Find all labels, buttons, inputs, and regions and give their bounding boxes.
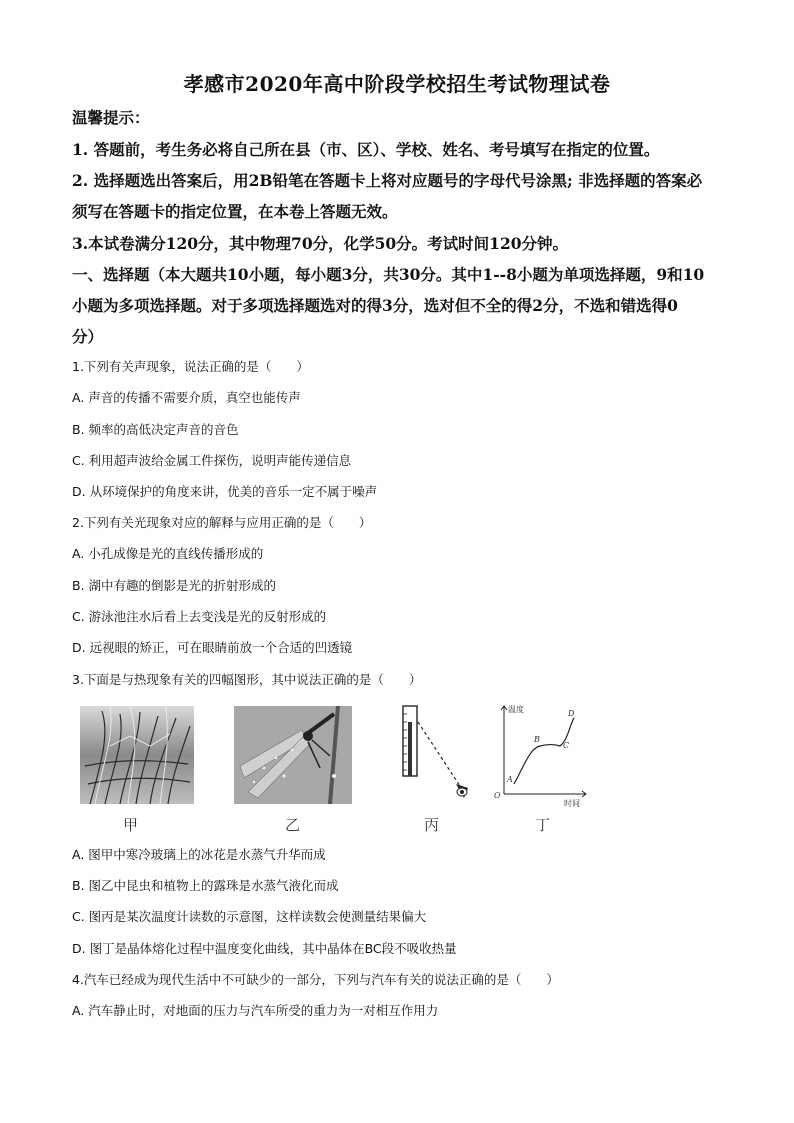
figure-jia-ice-flowers bbox=[80, 706, 194, 804]
graph-origin-label: O bbox=[494, 791, 501, 800]
question-3-stem: 3.下面是与热现象有关的四幅图形，其中说法正确的是（ ） bbox=[72, 672, 422, 687]
question-1-option-a: A. 声音的传播不需要介质，真空也能传声 bbox=[72, 390, 301, 405]
notice-line-3: 3.本试卷满分120分，其中物理70分，化学50分。考试时间120分钟。 bbox=[72, 234, 569, 253]
figure-caption-ding: 丁 bbox=[535, 816, 551, 834]
notice-heading: 温馨提示： bbox=[72, 108, 150, 127]
figure-caption-yi: 乙 bbox=[285, 816, 301, 834]
figure-bing-thermometer bbox=[392, 704, 476, 808]
question-2-option-a: A. 小孔成像是光的直线传播形成的 bbox=[72, 546, 264, 561]
notice-line-1: 1. 答题前，考生务必将自己所在县（市、区）、学校、姓名、考号填写在指定的位置。 bbox=[72, 140, 660, 159]
question-1-option-d: D. 从环境保护的角度来讲，优美的音乐一定不属于噪声 bbox=[72, 484, 378, 499]
figure-ding-melting-curve bbox=[490, 700, 590, 808]
figure-yi-dragonfly-dew bbox=[234, 706, 352, 804]
section-heading-b: 小题为多项选择题。对于多项选择题选对的得3分，选对但不全的得2分，不选和错选得0 bbox=[72, 296, 678, 315]
question-2-option-c: C. 游泳池注水后看上去变浅是光的反射形成的 bbox=[72, 609, 327, 624]
question-3-option-b: B. 图乙中昆虫和植物上的露珠是水蒸气液化而成 bbox=[72, 878, 339, 893]
figure-caption-jia: 甲 bbox=[123, 816, 139, 834]
graph-point-d: D bbox=[568, 709, 575, 718]
notice-line-2a: 2. 选择题选出答案后，用2B铅笔在答题卡上将对应题号的字母代号涂黑; 非选择题的答案必 bbox=[72, 171, 703, 190]
section-heading-c: 分） bbox=[72, 327, 104, 346]
question-3-option-a: A. 图甲中寒冷玻璃上的冰花是水蒸气升华而成 bbox=[72, 847, 326, 862]
page-title: 孝感市2020年高中阶段学校招生考试物理试卷 bbox=[183, 72, 611, 96]
graph-point-c: C bbox=[563, 741, 570, 750]
question-2-option-d: D. 远视眼的矫正，可在眼睛前放一个合适的凹透镜 bbox=[72, 640, 353, 655]
graph-xlabel: 时间 bbox=[564, 799, 580, 808]
section-heading-a: 一、选择题（本大题共10小题，每小题3分，共30分。其中1--8小题为单项选择题，9和10 bbox=[72, 265, 705, 284]
question-4-stem: 4.汽车已经成为现代生活中不可缺少的一部分，下列与汽车有关的说法正确的是（ ） bbox=[72, 972, 559, 987]
question-4-option-a: A. 汽车静止时，对地面的压力与汽车所受的重力为一对相互作用力 bbox=[72, 1003, 439, 1018]
question-1-stem: 1.下列有关声现象，说法正确的是（ ） bbox=[72, 359, 309, 374]
graph-point-b: B bbox=[534, 735, 540, 744]
notice-line-2b: 须写在答题卡的指定位置，在本卷上答题无效。 bbox=[72, 202, 398, 221]
question-2-stem: 2.下列有关光现象对应的解释与应用正确的是（ ） bbox=[72, 515, 372, 530]
question-1-option-b: B. 频率的高低决定声音的音色 bbox=[72, 422, 239, 437]
graph-point-a: A bbox=[507, 775, 513, 784]
graph-ylabel: 温度 bbox=[508, 705, 524, 714]
figure-caption-bing: 丙 bbox=[424, 816, 440, 834]
question-3-option-c: C. 图丙是某次温度计读数的示意图，这样读数会使测量结果偏大 bbox=[72, 909, 427, 924]
question-2-option-b: B. 湖中有趣的倒影是光的折射形成的 bbox=[72, 578, 277, 593]
question-1-option-c: C. 利用超声波给金属工件探伤，说明声能传递信息 bbox=[72, 453, 352, 468]
question-3-option-d: D. 图丁是晶体熔化过程中温度变化曲线，其中晶体在BC段不吸收热量 bbox=[72, 941, 457, 956]
